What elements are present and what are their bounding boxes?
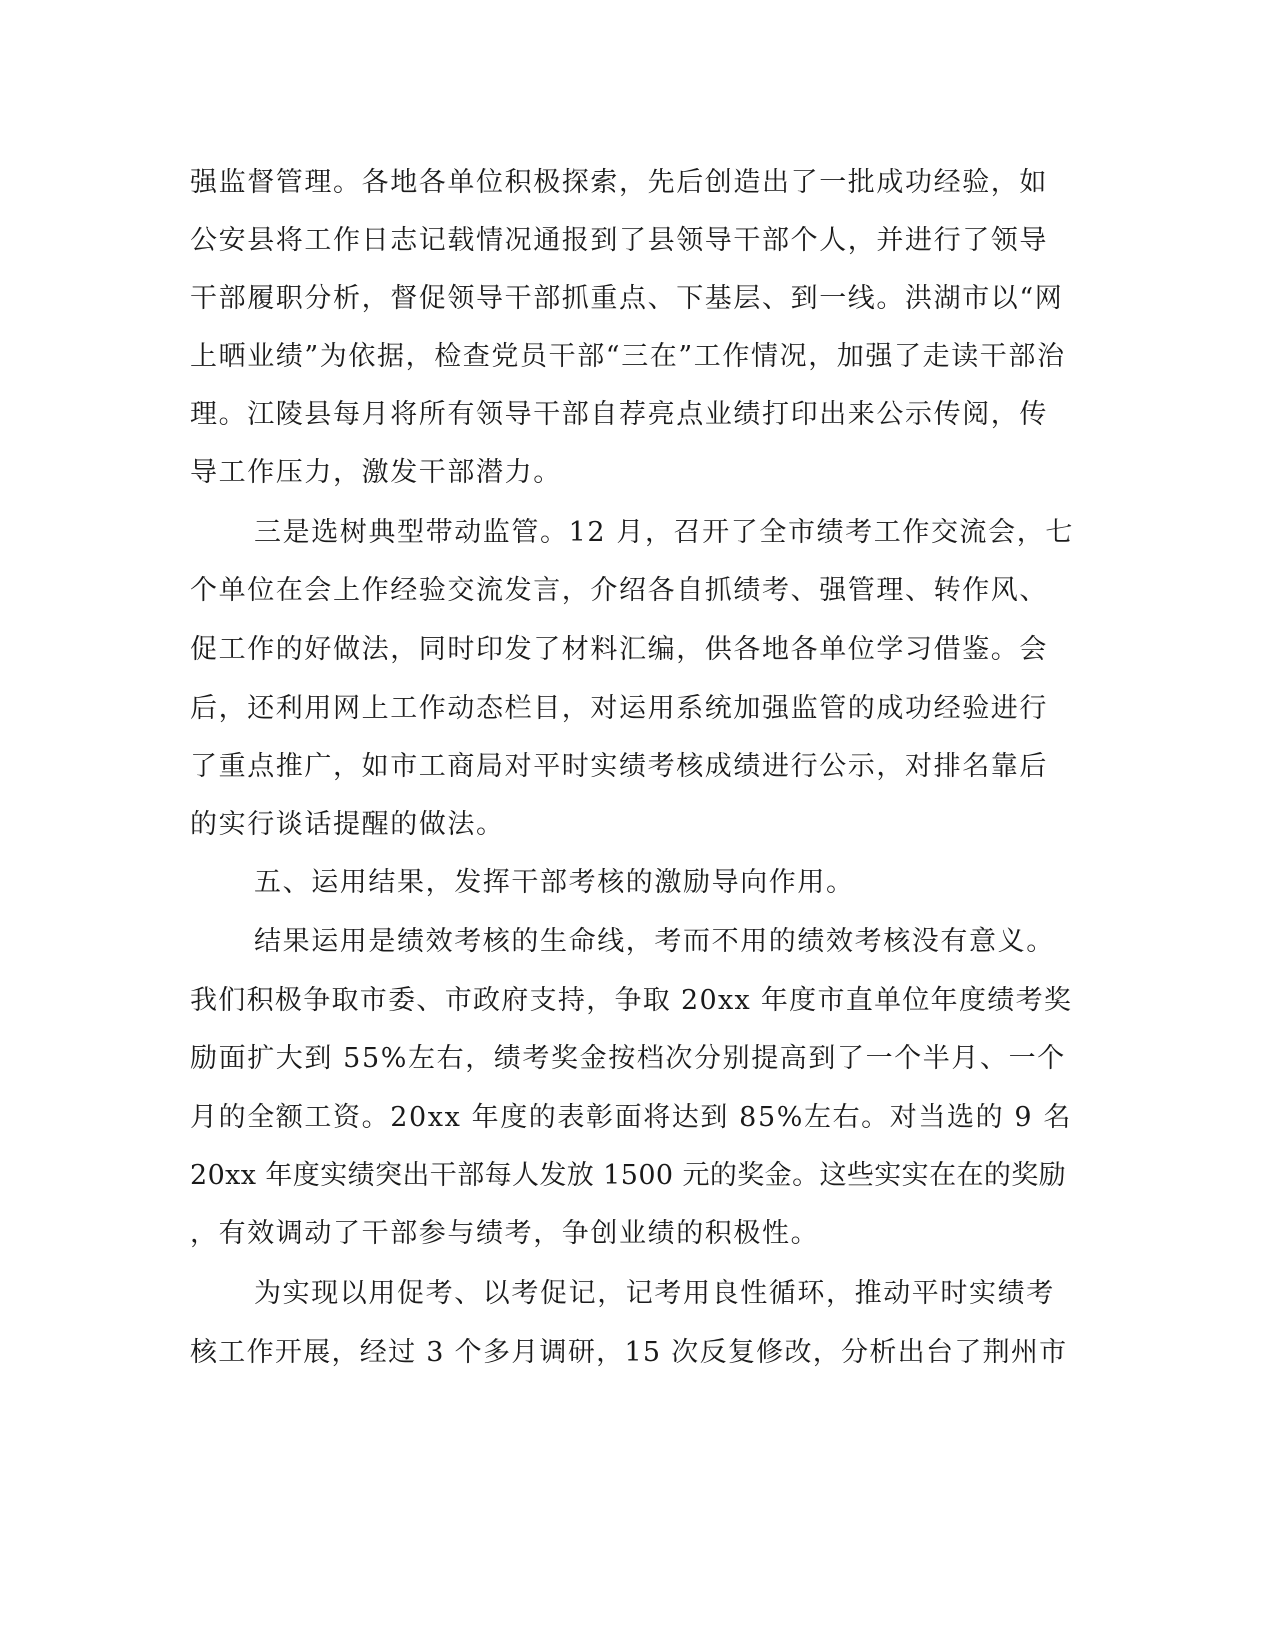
text-line: 的实行谈话提醒的做法。 [190,809,505,840]
text-line: 核工作开展，经过 3 个多月调研，15 次反复修改，分析出台了荆州市 [190,1337,1068,1368]
text-line: 了重点推广，如市工商局对平时实绩考核成绩进行公示，对排名靠后 [190,751,1048,782]
text-line: 促工作的好做法，同时印发了材料汇编，供各地各单位学习借鉴。会 [190,634,1048,665]
text-line: 个单位在会上作经验交流发言，介绍各自抓绩考、强管理、转作风、 [190,575,1048,606]
text-line: 结果运用是绩效考核的生命线，考而不用的绩效考核没有意义。 [254,926,1055,957]
text-line: 公安县将工作日志记载情况通报到了县领导干部个人，并进行了领导 [190,225,1048,256]
text-line: 月的全额工资。20xx 年度的表彰面将达到 85%左右。对当选的 9 名 [190,1102,1072,1133]
text-line: 强监督管理。各地各单位积极探索，先后创造出了一批成功经验，如 [190,167,1048,198]
text-line: ，有效调动了干部参与绩考，争创业绩的积极性。 [190,1218,820,1249]
text-line: 理。江陵县每月将所有领导干部自荐亮点业绩打印出来公示传阅，传 [190,399,1048,430]
section-heading: 五、运用结果，发挥干部考核的激励导向作用。 [254,867,855,898]
text-line: 我们积极争取市委、市政府支持，争取 20xx 年度市直单位年度绩考奖 [190,985,1073,1016]
text-line: 后，还利用网上工作动态栏目，对运用系统加强监管的成功经验进行 [190,693,1048,724]
text-line: 三是选树典型带动监管。12 月，召开了全市绩考工作交流会，七 [254,517,1074,548]
text-line: 励面扩大到 55%左右，绩考奖金按档次分别提高到了一个半月、一个 [190,1043,1066,1074]
text-line: 导工作压力，激发干部潜力。 [190,457,562,488]
text-line: 干部履职分析，督促领导干部抓重点、下基层、到一线。洪湖市以“网 [190,283,1064,314]
text-line: 20xx 年度实绩突出干部每人发放 1500 元的奖金。这些实实在在的奖励 [190,1160,1067,1191]
text-line: 为实现以用促考、以考促记，记考用良性循环，推动平时实绩考 [254,1278,1055,1309]
text-line: 上晒业绩”为依据，检查党员干部“三在”工作情况，加强了走读干部治 [190,341,1066,372]
